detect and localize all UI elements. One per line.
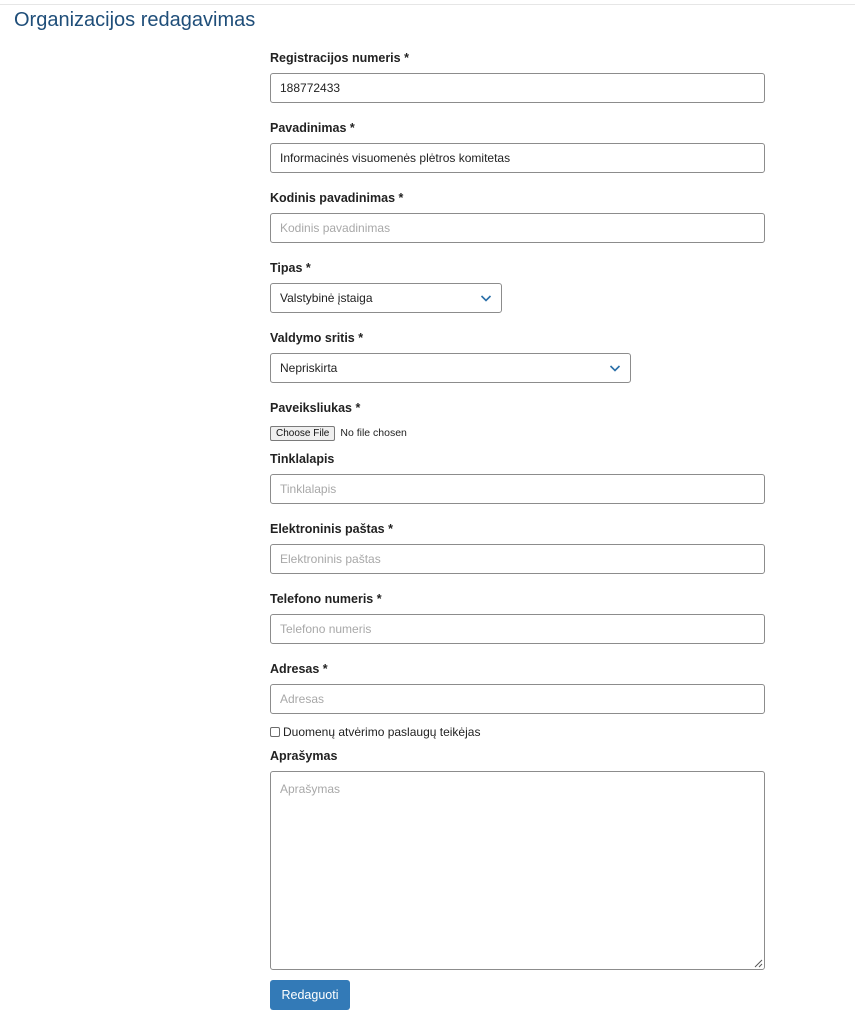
image-label: Paveiksliukas * xyxy=(270,401,361,415)
chevron-down-icon xyxy=(480,292,492,304)
top-divider xyxy=(0,4,855,5)
description-label: Aprašymas xyxy=(270,749,338,763)
description-textarea[interactable] xyxy=(270,771,765,970)
chevron-down-icon xyxy=(609,362,621,374)
image-file-input xyxy=(270,425,765,441)
management-area-select[interactable] xyxy=(270,353,631,383)
name-input[interactable] xyxy=(270,143,765,173)
open-data-provider-checkbox[interactable] xyxy=(270,727,280,737)
phone-input[interactable] xyxy=(270,614,765,644)
code-name-input[interactable] xyxy=(270,213,765,243)
type-selected-value: Valstybinė įstaiga xyxy=(280,291,373,305)
registration-number-input[interactable] xyxy=(270,73,765,103)
choose-file-button[interactable]: Choose File xyxy=(270,426,335,441)
management-area-label: Valdymo sritis * xyxy=(270,331,364,345)
type-label: Tipas * xyxy=(270,261,311,275)
page-title: Organizacijos redagavimas xyxy=(14,9,256,31)
website-input[interactable] xyxy=(270,474,765,504)
open-data-provider-label: Duomenų atvėrimo paslaugų teikėjas xyxy=(283,725,481,739)
website-label: Tinklalapis xyxy=(270,452,335,466)
submit-button[interactable]: Redaguoti xyxy=(270,980,350,1010)
description-wrapper xyxy=(270,771,765,970)
address-label: Adresas * xyxy=(270,662,328,676)
email-label: Elektroninis paštas * xyxy=(270,522,393,536)
name-label: Pavadinimas * xyxy=(270,121,355,135)
registration-number-label: Registracijos numeris * xyxy=(270,51,409,65)
type-select[interactable] xyxy=(270,283,502,313)
open-data-provider-row xyxy=(270,724,765,740)
address-input[interactable] xyxy=(270,684,765,714)
file-status-text: No file chosen xyxy=(340,427,407,439)
code-name-label: Kodinis pavadinimas * xyxy=(270,191,404,205)
phone-label: Telefono numeris * xyxy=(270,592,382,606)
email-input[interactable] xyxy=(270,544,765,574)
organization-edit-form xyxy=(270,50,765,1010)
management-area-selected-value: Nepriskirta xyxy=(280,361,338,375)
